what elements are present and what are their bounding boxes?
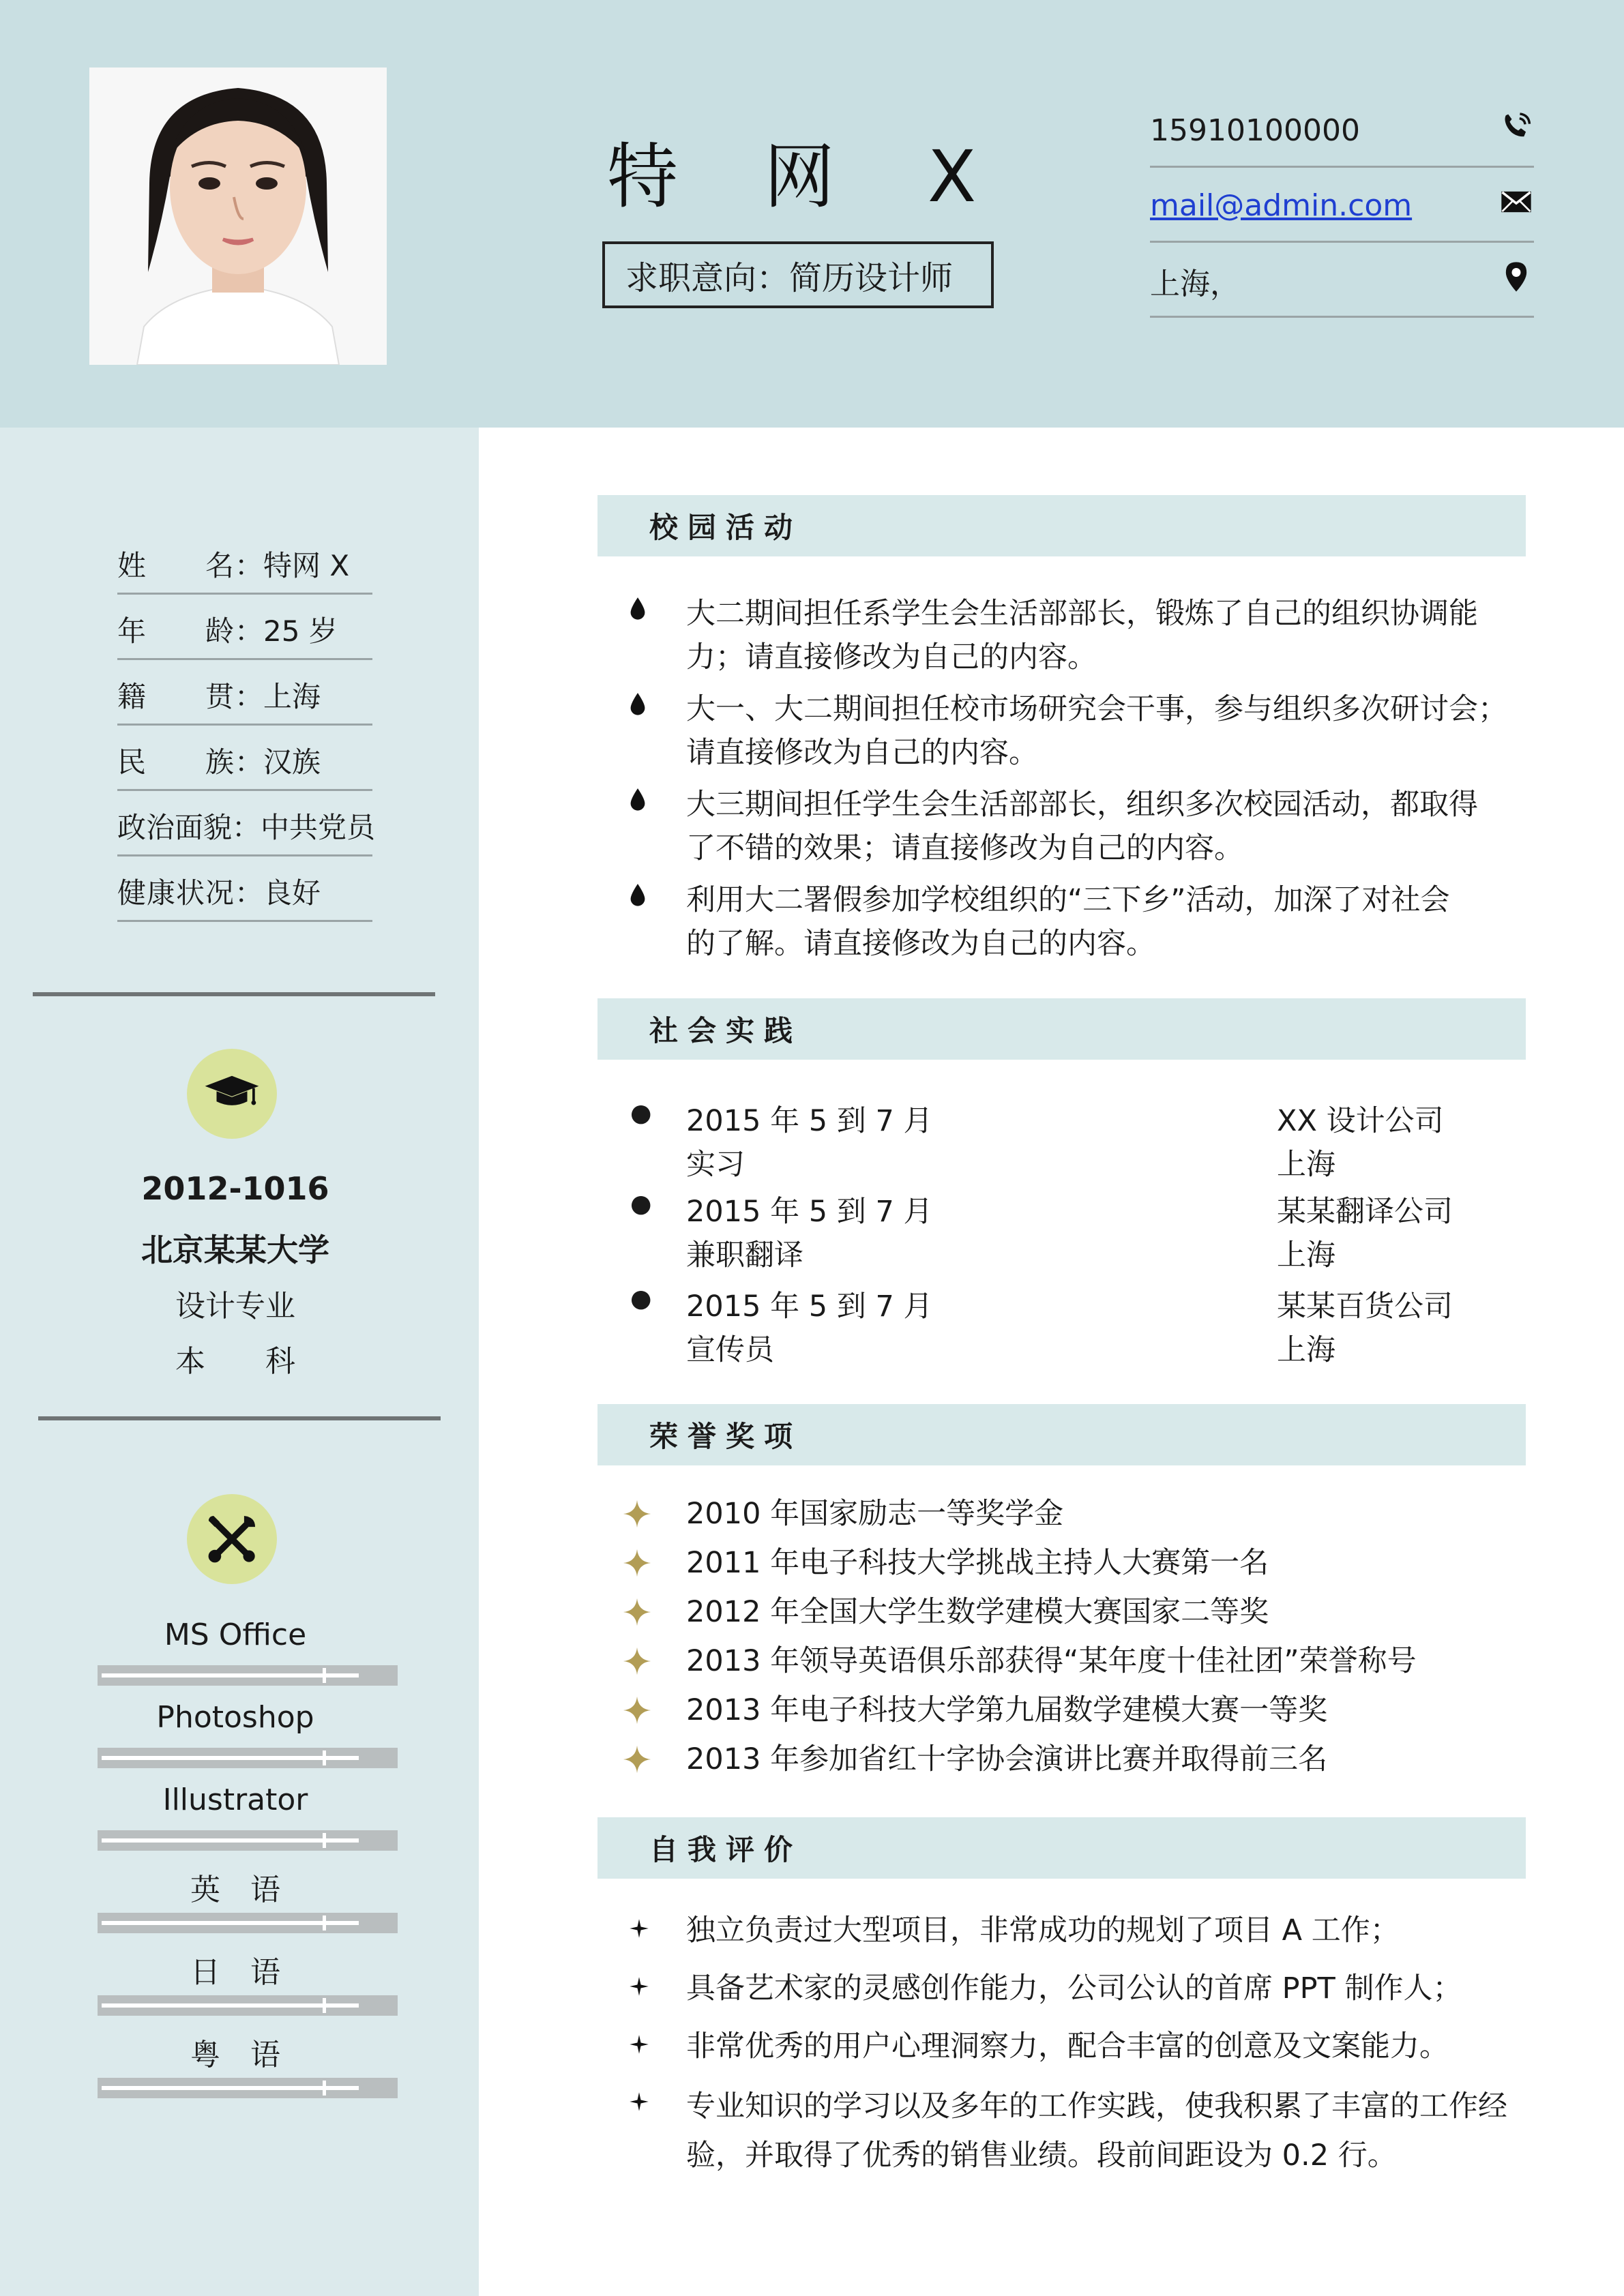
honor-text: 2010 年国家励志一等奖学金 [686,1497,1064,1531]
item-line: 验，并取得了优秀的销售业绩。段前间距设为 0.2 行。 [686,2138,1397,2173]
sparkle-star-icon [622,1597,652,1630]
skill-marker [323,1998,326,2013]
item-line: 非常优秀的用户心理洞察力，配合丰富的创意及文案能力。 [686,2029,1449,2063]
education-school: 北京某某大学 [141,1232,329,1268]
envelope-icon [1498,184,1534,227]
honor-text: 2013 年电子科技大学第九届数学建模大赛一等奖 [686,1693,1328,1727]
skill-name: 粤 语 [190,2038,280,2072]
skill-marker [323,1750,326,1765]
dot-bullet-icon: ● [630,1285,652,1313]
info-value: 汉族 [263,745,321,779]
section-header-honors [597,1404,1526,1465]
star-bullet-icon [629,2091,649,2115]
section-header-self [597,1817,1526,1879]
info-value: 25 岁 [263,614,338,648]
item-line: 大一、大二期间担任校市场研究会干事，参与组织多次研讨会； [686,692,1507,726]
info-row-age [117,596,372,660]
section-title: 自我评价 [649,1833,803,1866]
job-intent [602,241,994,308]
email-link[interactable]: mail@admin.com [1150,188,1413,223]
contact-location [1150,245,1534,318]
info-key: 姓 名： [117,549,263,582]
skill-bar [98,2078,398,2098]
skill-bar [98,1748,398,1768]
graduation-cap-icon [187,1049,277,1139]
practice-company: 某某百货公司 [1277,1289,1453,1324]
sparkle-star-icon [622,1646,652,1679]
practice-date: 2015 年 5 到 7 月 [686,1289,933,1324]
section-title: 荣誉奖项 [649,1420,803,1453]
education-degree: 本 科 [175,1344,295,1379]
honor-text: 2013 年参加省红十字协会演讲比赛并取得前三名 [686,1742,1328,1776]
item-line: 的了解。请直接修改为自己的内容。 [686,927,1155,961]
info-key: 健康状况： [117,876,263,910]
sparkle-star-icon [622,1744,652,1777]
practice-company: XX 设计公司 [1277,1104,1444,1138]
skill-marker [323,2081,326,2096]
star-bullet-icon [629,2034,649,2057]
item-line: 独立负责过大型项目，非常成功的规划了项目 A 工作； [686,1913,1400,1948]
practice-city: 上海 [1277,1238,1335,1272]
sidebar-divider [33,992,435,996]
sidebar-divider [38,1416,441,1420]
item-line: 大三期间担任学生会生活部部长，组织多次校园活动，都取得 [686,788,1478,822]
practice-role: 宣传员 [686,1333,774,1367]
info-row-political [117,792,376,856]
skill-marker [323,1668,326,1683]
skill-fill [102,2086,359,2090]
contact-phone [1150,95,1534,168]
section-title: 社会实践 [649,1014,803,1047]
item-line: 大二期间担任系学生会生活部部长，锻炼了自己的组织协调能 [686,597,1478,631]
section-header-practice [597,998,1526,1060]
skill-marker [323,1915,326,1930]
skill-bar [98,1913,398,1933]
location-text: 上海， [1150,266,1240,301]
info-row-name [117,531,372,595]
info-key: 籍 贯： [117,680,263,713]
skill-bar [98,1830,398,1851]
info-key: 年 龄： [117,614,263,648]
contact-email [1150,170,1534,243]
education-years: 2012-1016 [141,1170,329,1207]
honor-text: 2013 年领导英语俱乐部获得“某年度十佳社团”荣誉称号 [686,1644,1417,1678]
skill-fill [102,1921,359,1925]
sparkle-star-icon [622,1695,652,1728]
info-key: 民 族： [117,745,263,779]
info-row-ethnicity [117,727,372,791]
drop-bullet-icon [629,884,647,910]
job-intent-text: 求职意向：简历设计师 [625,258,954,297]
section-title: 校园活动 [649,511,803,544]
skill-name: 日 语 [190,1955,280,1990]
drop-bullet-icon [629,788,647,814]
skill-name: 英 语 [190,1873,280,1907]
item-line: 专业知识的学习以及多年的工作实践，使我积累了丰富的工作经 [686,2089,1507,2123]
location-pin-icon [1498,259,1534,302]
info-value: 中共党员 [261,811,376,844]
dot-bullet-icon: ● [630,1099,652,1127]
name-char: X [928,135,977,218]
practice-role: 实习 [686,1148,745,1182]
skill-fill [102,2003,359,2008]
info-value: 特网 X [263,549,350,582]
skill-fill [102,1756,359,1760]
practice-date: 2015 年 5 到 7 月 [686,1195,933,1229]
section-header-campus [597,495,1526,556]
honor-text: 2011 年电子科技大学挑战主持人大赛第一名 [686,1546,1269,1580]
phone-text: 15910100000 [1150,113,1360,148]
applicant-name [607,119,976,222]
sparkle-star-icon [622,1499,652,1532]
skill-fill [102,1838,359,1843]
dot-bullet-icon: ● [630,1190,652,1218]
info-value: 良好 [263,876,321,910]
skill-fill [102,1673,359,1678]
star-bullet-icon [629,1976,649,1999]
skill-bar [98,1665,398,1686]
practice-role: 兼职翻译 [686,1238,803,1272]
sparkle-star-icon [622,1548,652,1581]
honor-text: 2012 年全国大学生数学建模大赛国家二等奖 [686,1595,1269,1629]
info-value: 上海 [263,680,321,713]
practice-company: 某某翻译公司 [1277,1195,1453,1229]
item-line: 具备艺术家的灵感创作能力，公司公认的首席 PPT 制作人； [686,1971,1462,2006]
item-line: 力；请直接修改为自己的内容。 [686,640,1097,674]
info-key: 政治面貌： [117,811,261,844]
skill-name: Illustrator [162,1783,308,1817]
skill-bar [98,1995,398,2016]
skill-name: Photoshop [156,1700,314,1735]
name-char: 网 [764,135,836,218]
drop-bullet-icon [629,693,647,719]
item-line: 了不错的效果；请直接修改为自己的内容。 [686,831,1243,865]
drop-bullet-icon [629,597,647,623]
practice-date: 2015 年 5 到 7 月 [686,1104,933,1138]
practice-city: 上海 [1277,1333,1335,1367]
skill-marker [323,1833,326,1848]
skill-name: MS Office [164,1617,307,1652]
practice-city: 上海 [1277,1148,1335,1182]
item-line: 利用大二署假参加学校组织的“三下乡”活动，加深了对社会 [686,883,1450,917]
item-line: 请直接修改为自己的内容。 [686,736,1038,770]
profile-photo [89,68,387,365]
education-major: 设计专业 [175,1289,295,1324]
tools-icon [187,1494,277,1584]
star-bullet-icon [629,1918,649,1941]
name-char: 特 [607,135,679,218]
info-row-origin [117,661,372,726]
phone-icon [1498,109,1534,152]
info-row-health [117,858,372,922]
